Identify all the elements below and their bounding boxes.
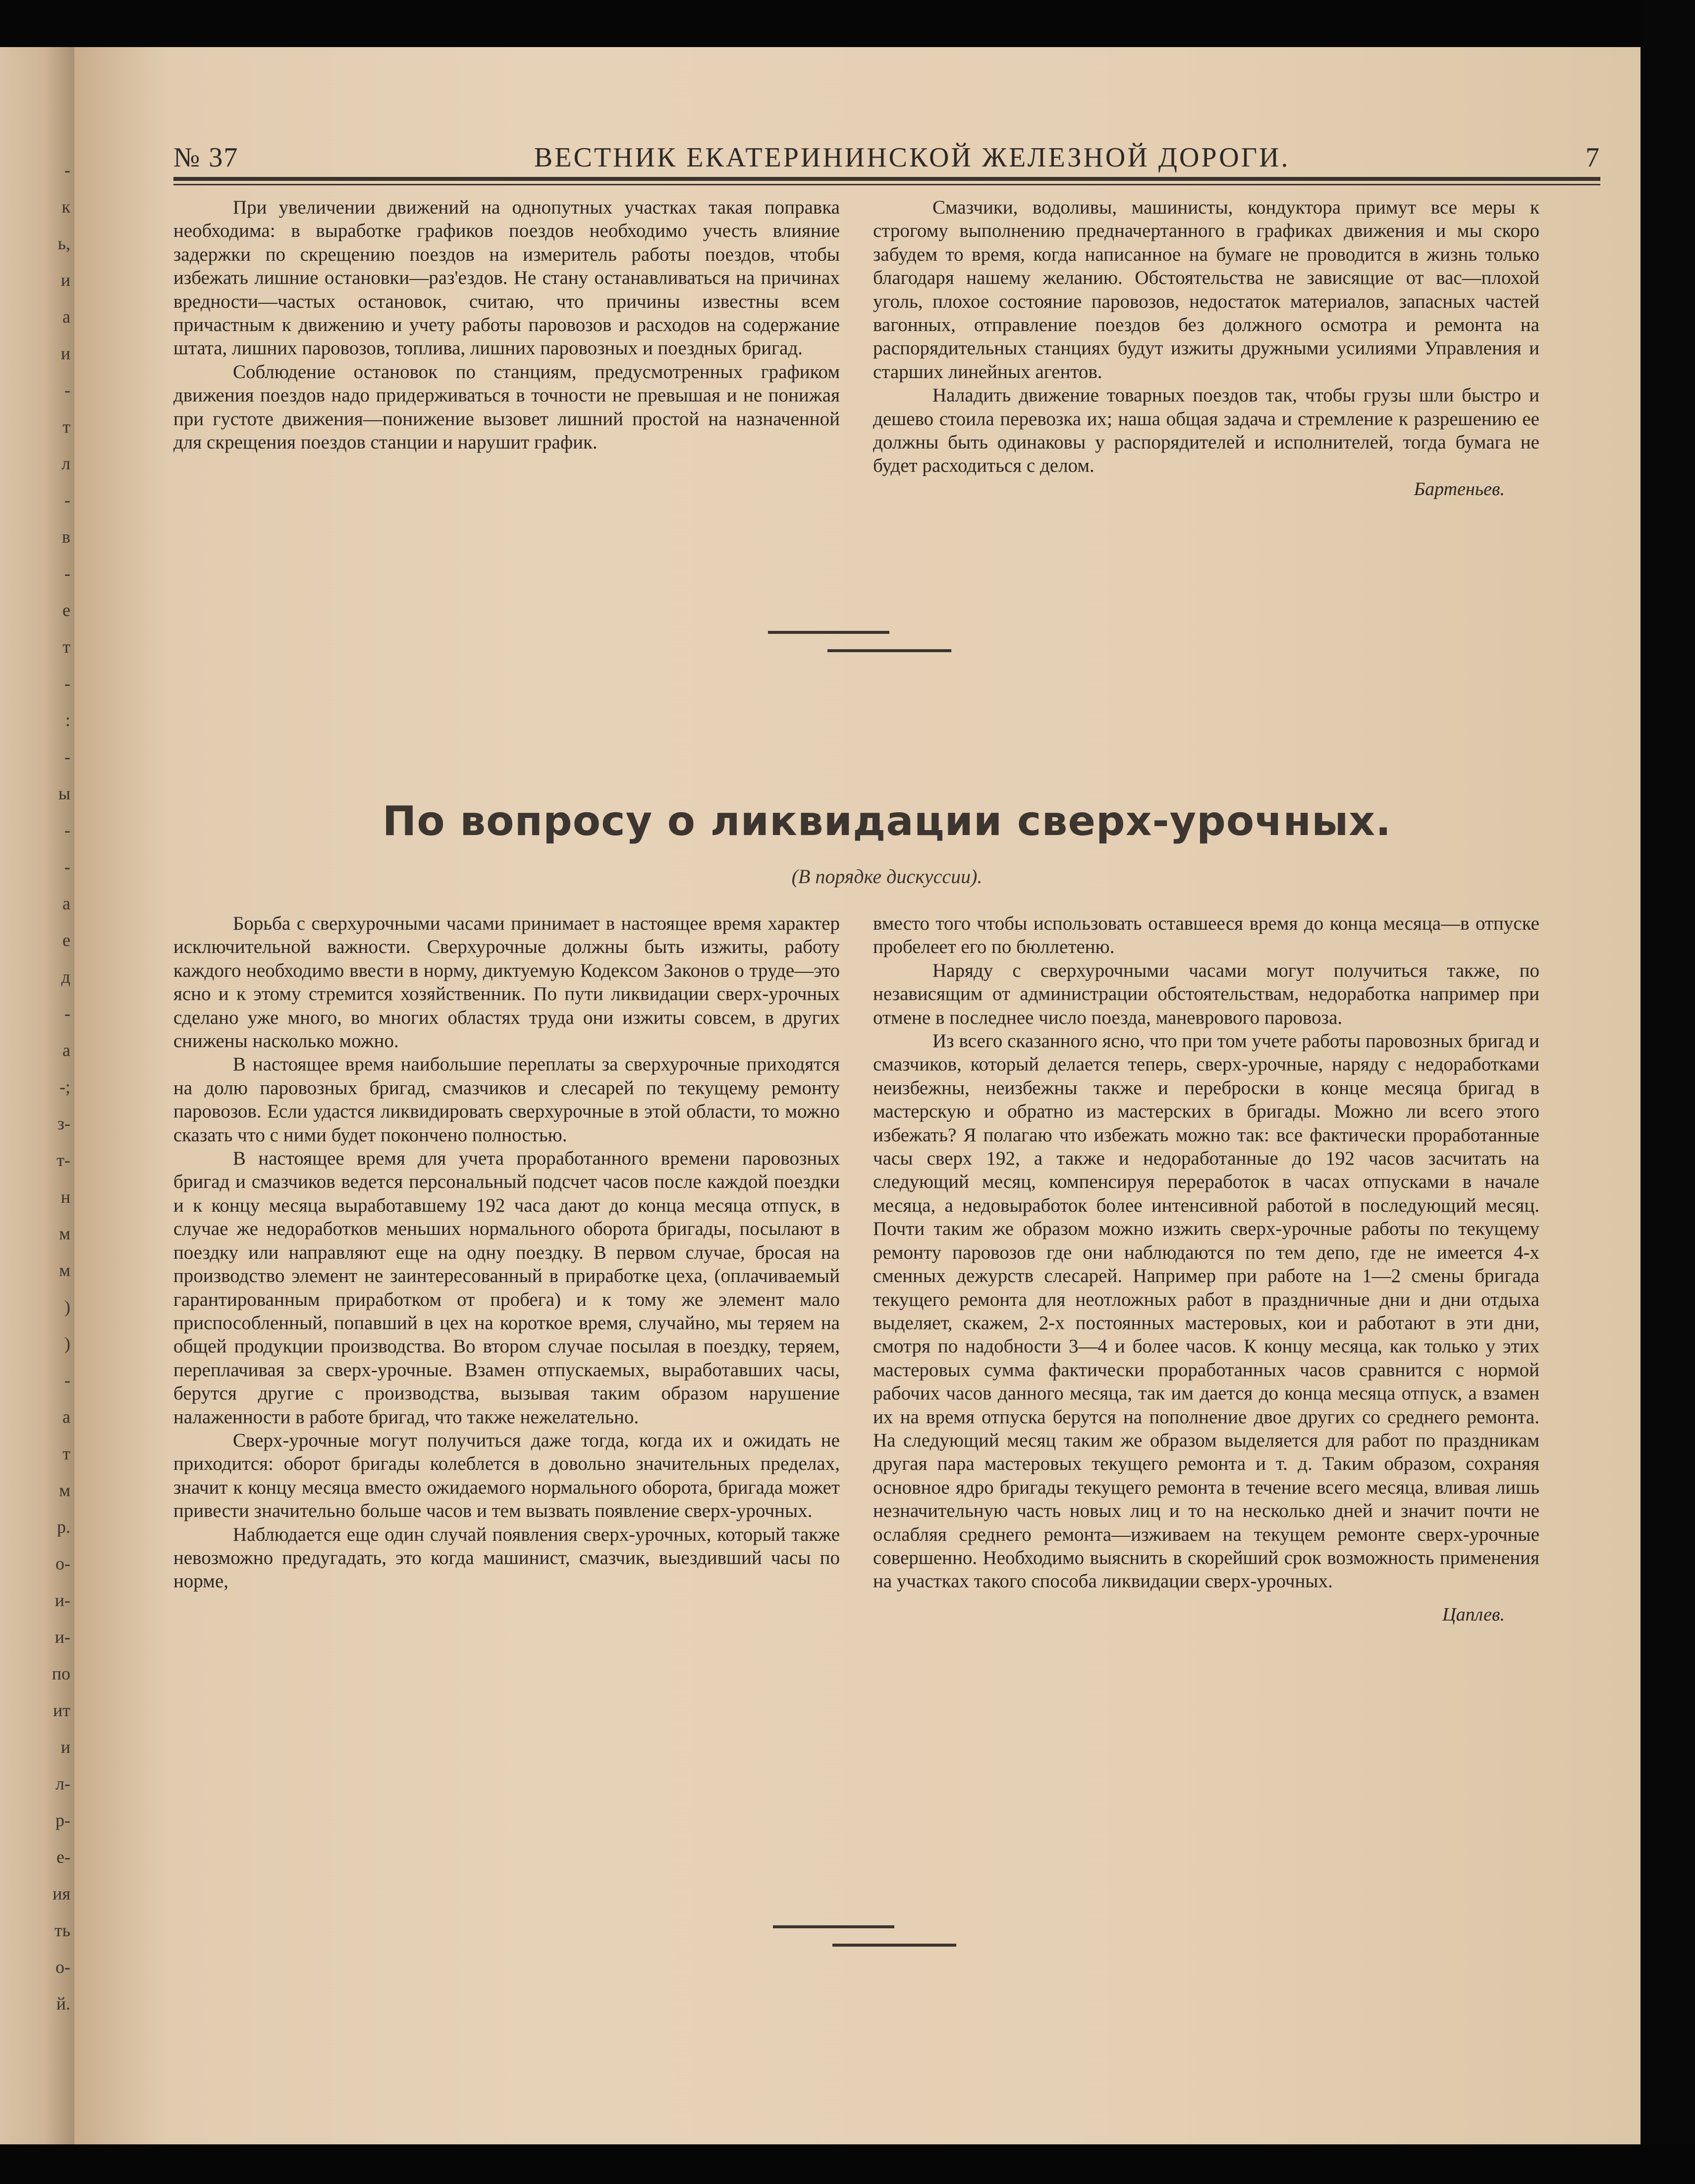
prev-page-fragment: а — [62, 894, 70, 913]
prev-page-fragment: з- — [57, 1114, 70, 1133]
prev-page-fragment: - — [64, 857, 70, 877]
paragraph: Из всего сказанного ясно, что при том учете работы паровозных бригад и смазчиков, который делается теперь, сверх-урочные, наряду с недоработками неизбежны, неизбежны также и переброски в конце месяца бригад в мастерскую и обратно из мастерских в бригады. Можно ли всего этого избежать? Я полагаю что избежать можно так: все фактически проработанные часы сверх 192, а также и недоработанные до 192 часов засчитать на следующий месяц, компенсируя переработок в часах отпусками в начале месяца, а недовыработок более интенсивной работой в последующий месяц. Почти таким же образом можно изжить сверх-урочные работы по текущему ремонту паровозов где они наблюдаются по тем депо, где не имеется 4-х сменных дежурств слесарей. Например при работе на 1—2 смены бригада текущего ремонта для неотложных работ в праздничные дни и дни отдыха выделяет, скажем, 2-х постоянных мастеровых, кои и работают в эти дни, смотря по надобности 3—4 и более часов. К концу месяца, как только у этих мастеровых сумма фактически проработанных часов сравнится с нормой рабочих часов данного месяца, так им дается до конца месяца отпуск, а взамен их на время отпуска берутся на пополнение двое других со среднего ремонта. На следующий месяц таким же образом выделяется для работ по праздникам другая пара мастеровых текущего ремонта и т. д. Таким образом, сохраняя основное ядро бригады текущего ремонта в течение всего месяца, вливая лишь незначительную часть новых лиц и то на несколько дней и значит почти не ослабляя среднего ремонта—изживаем на текущем ремонте сверх-урочные совершенно. Необходимо выяснить в скорейший срок возможность применения на участках такого способа ликвидации сверх-урочных. — [873, 1030, 1539, 1592]
scan-border-bottom — [0, 2144, 1695, 2184]
prev-page-fragment: е- — [56, 1847, 70, 1867]
signature: Бартеньев. — [1414, 478, 1505, 500]
prev-page-fragment: е — [62, 930, 70, 950]
prev-page-fragment: а — [62, 1040, 70, 1060]
journal-title: ВЕСТНИК ЕКАТЕРИНИНСКОЙ ЖЕЛЕЗНОЙ ДОРОГИ. — [534, 142, 1290, 173]
prev-page-fragment: - — [64, 563, 70, 583]
prev-page-fragment: и — [60, 343, 70, 363]
prev-page-fragment: а — [62, 1407, 70, 1427]
prev-page-fragment: : — [65, 710, 70, 730]
article2-right-column — [873, 912, 1539, 1626]
prev-page-fragment: р. — [57, 1517, 70, 1537]
prev-page-fragment: р- — [55, 1810, 70, 1830]
article2-left-column — [173, 912, 840, 1593]
header-rule-thick — [173, 177, 1600, 181]
prev-page-fragment: л- — [55, 1774, 70, 1793]
prev-page-fragment: ит — [53, 1700, 70, 1720]
prev-page-fragment: ия — [53, 1884, 70, 1904]
prev-page-fragment: о- — [55, 1554, 70, 1573]
prev-page-fragment: к — [61, 197, 70, 217]
prev-page-fragment: ) — [64, 1297, 70, 1317]
article-title: По вопросу о ликвидации сверх-урочных. — [382, 798, 1392, 845]
prev-page-fragment: й. — [56, 1994, 70, 2014]
prev-page-fragment: т- — [56, 1150, 70, 1170]
prev-page-fragment: д — [61, 967, 70, 987]
prev-page-fragment: т — [62, 637, 70, 657]
prev-page-fragment: по — [52, 1664, 70, 1683]
separator-ornament-bottom — [827, 649, 951, 652]
prev-page-fragment: и — [60, 1737, 70, 1757]
prev-page-fragment: и — [60, 270, 70, 290]
prev-page-fragment: ь, — [57, 233, 70, 253]
prev-page-fragment: в — [62, 527, 70, 547]
prev-page-fragment: и- — [55, 1627, 70, 1647]
scan-border-right — [1640, 0, 1695, 2184]
paragraph: вместо того чтобы использовать оставшееся время до конца месяца—в отпуске пробелеет его по бюллетеню. — [873, 913, 1539, 958]
paragraph: Сверх-урочные могут получиться даже тогда, когда их и ожидать не приходится: оборот бригады колеблется в довольно значительных пределах, значит к концу месяца вместо ожидаемого нормального оборота, бригада может привести значительно больше часов и тем вызвать появление сверх-урочных. — [173, 1429, 840, 1522]
paragraph: Смазчики, водоливы, машинисты, кондуктора примут все меры к строгому выполнению предначертанного в графиках движения и мы скоро забудем то время, когда написанное на бумаге не проводится в жизнь только благодаря нашему желанию. Обстоятельства не зависящие от вас—плохой уголь, плохое состояние паровозов, недостаток материалов, запасных частей вагонных, отправление поездов без должного осмотра и ремонта на распорядительных станциях будут изжиты дружными усилиями Управления и старших линейных агентов. — [873, 197, 1539, 383]
prev-page-fragment: е — [62, 600, 70, 620]
prev-page-fragment: а — [62, 307, 70, 327]
prev-page-fragment: т — [62, 417, 70, 437]
article1-right-column — [873, 196, 1539, 501]
paragraph: Борьба с сверхурочными часами принимает в настоящее время характер исключительной важности. Сверхурочные должны быть изжиты, работу каждого необходимо ввести в норму, диктуемую Кодексом Законов о труде—это ясно и к этому стремится хозяйственник. По пути ликвидации сверх-урочных сделано уже много, во многих областях труда они изжиты совсем, в других снижены насколько можно. — [173, 913, 840, 1052]
prev-page-fragment: н — [60, 1187, 70, 1207]
prev-page-fragment: -; — [59, 1077, 70, 1097]
prev-page-fragment: м — [59, 1480, 70, 1500]
paragraph: Наладить движение товарных поездов так, чтобы грузы шли быстро и дешево стоила перевозка их; наша общая задача и стремление к разрешению ее должны быть одинаковы у распорядителей и исполнителей, тогда бумага не будет расходиться с делом. — [873, 385, 1539, 477]
prev-page-fragment: ) — [64, 1334, 70, 1353]
page-number: 7 — [1585, 142, 1600, 173]
prev-page-fragment: м — [59, 1260, 70, 1280]
paragraph: При увеличении движений на однопутных участках такая поправка необходима: в выработке графиков поездов необходимо учесть влияние задержки по скрещению поездов на измеритель работы поездов, чтобы избежать лишние остановки—раз'ездов. Не стану останавливаться на причинах вредности—частых остановок, считаю, что причины известны всем причастным к движению и учету работы паровозов и расходов на содержание штата, лишних паровозов, топлива, лишних паровозных и поездных бригад. — [173, 197, 840, 359]
prev-page-fragment: - — [64, 490, 70, 510]
signature: Цаплев. — [1442, 1604, 1505, 1625]
paragraph: Наряду с сверхурочными часами могут получиться также, по независящим от администрации обстоятельствам, недоработка например при отмене в последнее число поезда, маневрового паровоза. — [873, 959, 1539, 1028]
prev-page-fragment: - — [64, 1370, 70, 1390]
prev-page-fragment: л — [61, 453, 70, 473]
prev-page-fragment: - — [64, 820, 70, 840]
prev-page-fragment: ы — [58, 784, 70, 803]
paragraph: Соблюдение остановок по станциям, предусмотренных графиком движения поездов надо придерживаться в точности не превышая и не понижая при густоте движения—понижение вызовет лишний простой на назначенной для скрещения поездов станции и нарушит график. — [173, 361, 840, 453]
issue-number: № 37 — [173, 142, 239, 173]
scan-border-top — [0, 0, 1695, 47]
prev-page-fragment: т — [62, 1444, 70, 1463]
prev-page-fragment: и- — [55, 1590, 70, 1610]
prev-page-fragment: - — [64, 673, 70, 693]
paragraph: В настоящее время наибольшие переплаты за сверхурочные приходятся на долю паровозных бригад, смазчиков и слесарей по текущему ремонту паровозов. Если удастся ликвидировать сверхурочные в этой области, то можно сказать что с ними будет покончено полностью. — [173, 1054, 840, 1146]
end-ornament-top — [773, 1925, 894, 1928]
separator-ornament-top — [768, 631, 889, 634]
prev-page-fragment: о- — [55, 1957, 70, 1977]
newspaper-page — [74, 47, 1640, 2144]
header-rule-thin — [173, 184, 1600, 185]
prev-page-fragment: м — [59, 1224, 70, 1243]
prev-page-fragment: - — [64, 1004, 70, 1023]
running-head — [173, 139, 1600, 173]
previous-page-edge — [0, 47, 74, 2144]
article-subtitle: (В порядке дискуссии). — [791, 865, 983, 888]
prev-page-fragment: - — [64, 747, 70, 767]
paragraph: В настоящее время для учета проработанного времени паровозных бригад и смазчиков ведется персональный подсчет часов после каждой поездки и к концу месяца выработавшему 192 часа дают до конца месяца отпуск, в случае же недоработков меньших нормального оборота бригады, посылают в поездку или направляют еще на одну поездку. В первом случае, бросая на производство элемент не заинтересованный в приработке цеха, (оплачиваемый гарантированным приработком от пробега) и к тому же элемент мало приспособленный, попавший в цех на короткое время, случайно, мы теряем на общей продукции производства. Во втором случае посылая в поездку, теряем, переплачивая за сверх-урочные. Взамен отпускаемых, выработавших часы, берутся другие с производства, вызывая таким образом нарушение налаженности в работе бригад, что также нежелательно. — [173, 1148, 840, 1428]
prev-page-fragment: ть — [54, 1920, 70, 1940]
prev-page-fragment: - — [64, 380, 70, 400]
end-ornament-bottom — [832, 1944, 956, 1947]
article1-left-column — [173, 196, 840, 454]
paragraph: Наблюдается еще один случай появления сверх-урочных, который также невозможно предугадать, это когда машинист, смазчик, выездивший часы по норме, — [173, 1523, 840, 1592]
prev-page-fragment: - — [64, 160, 70, 180]
